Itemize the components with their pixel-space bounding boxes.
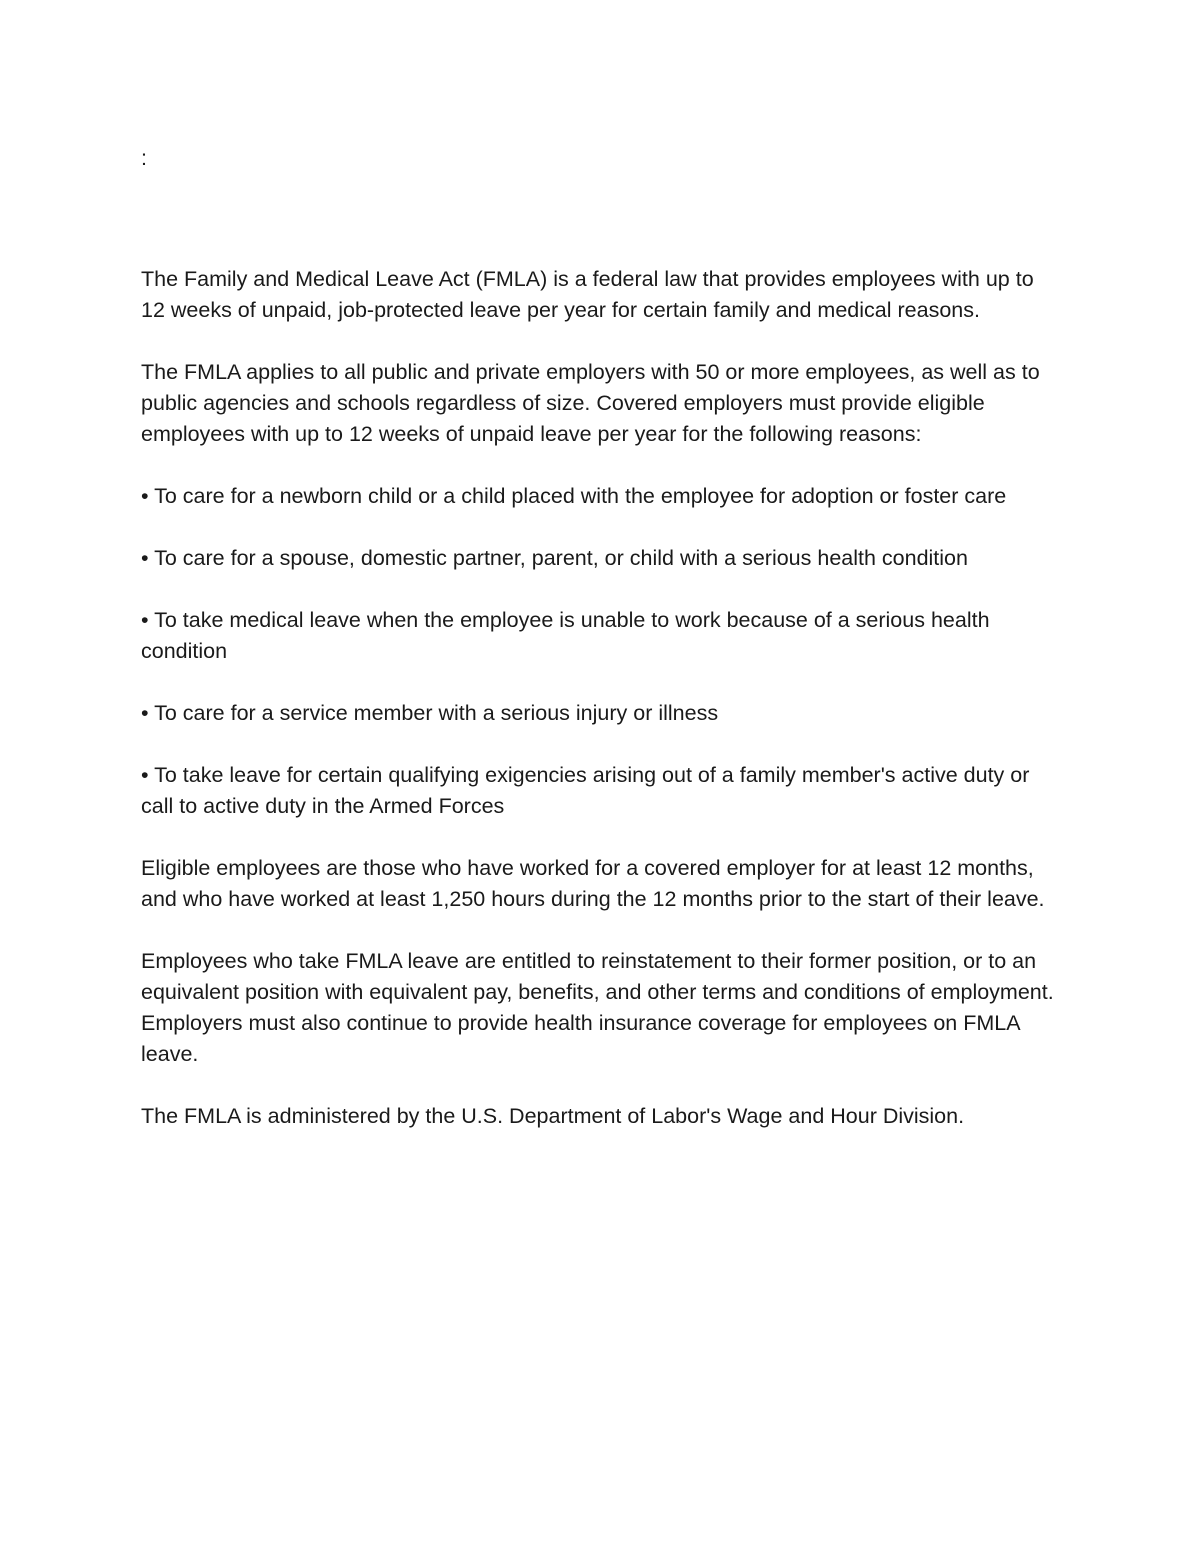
reason-bullet-newborn: • To care for a newborn child or a child placed with the employee for adoption or foster care xyxy=(141,484,1007,508)
document-body xyxy=(141,264,1061,1163)
coverage-paragraph: The FMLA applies to all public and private employers with 50 or more employees, as well as to public agencies and schools regardless of size. Covered employers must provide eligible employees with up to 12 weeks of unpaid leave per year for the following reasons: xyxy=(141,360,1046,446)
reason-bullet-exigencies: • To take leave for certain qualifying exigencies arising out of a family member's active duty or call to active duty in the Armed Forces xyxy=(141,763,1036,818)
eligibility-paragraph: Eligible employees are those who have worked for a covered employer for at least 12 months, and who have worked at least 1,250 hours during the 12 months prior to the start of their leave. xyxy=(141,856,1045,911)
reason-bullet-medical-leave: • To take medical leave when the employee is unable to work because of a serious health condition xyxy=(141,608,996,663)
administration-paragraph: The FMLA is administered by the U.S. Department of Labor's Wage and Hour Division. xyxy=(141,1104,965,1128)
intro-paragraph: The Family and Medical Leave Act (FMLA) is a federal law that provides employees with up to 12 weeks of unpaid, job-protected leave per year for certain family and medical reasons. xyxy=(141,267,1040,322)
reinstatement-paragraph: Employees who take FMLA leave are entitled to reinstatement to their former position, or to an equivalent position with equivalent pay, benefits, and other terms and conditions of employment. Employers must also continue to provide health insurance coverage for employees on FMLA leave. xyxy=(141,949,1060,1066)
reason-bullet-family-care: • To care for a spouse, domestic partner, parent, or child with a serious health condition xyxy=(141,546,968,570)
header-mark: : xyxy=(141,146,147,170)
reason-bullet-service-member: • To care for a service member with a serious injury or illness xyxy=(141,701,719,725)
